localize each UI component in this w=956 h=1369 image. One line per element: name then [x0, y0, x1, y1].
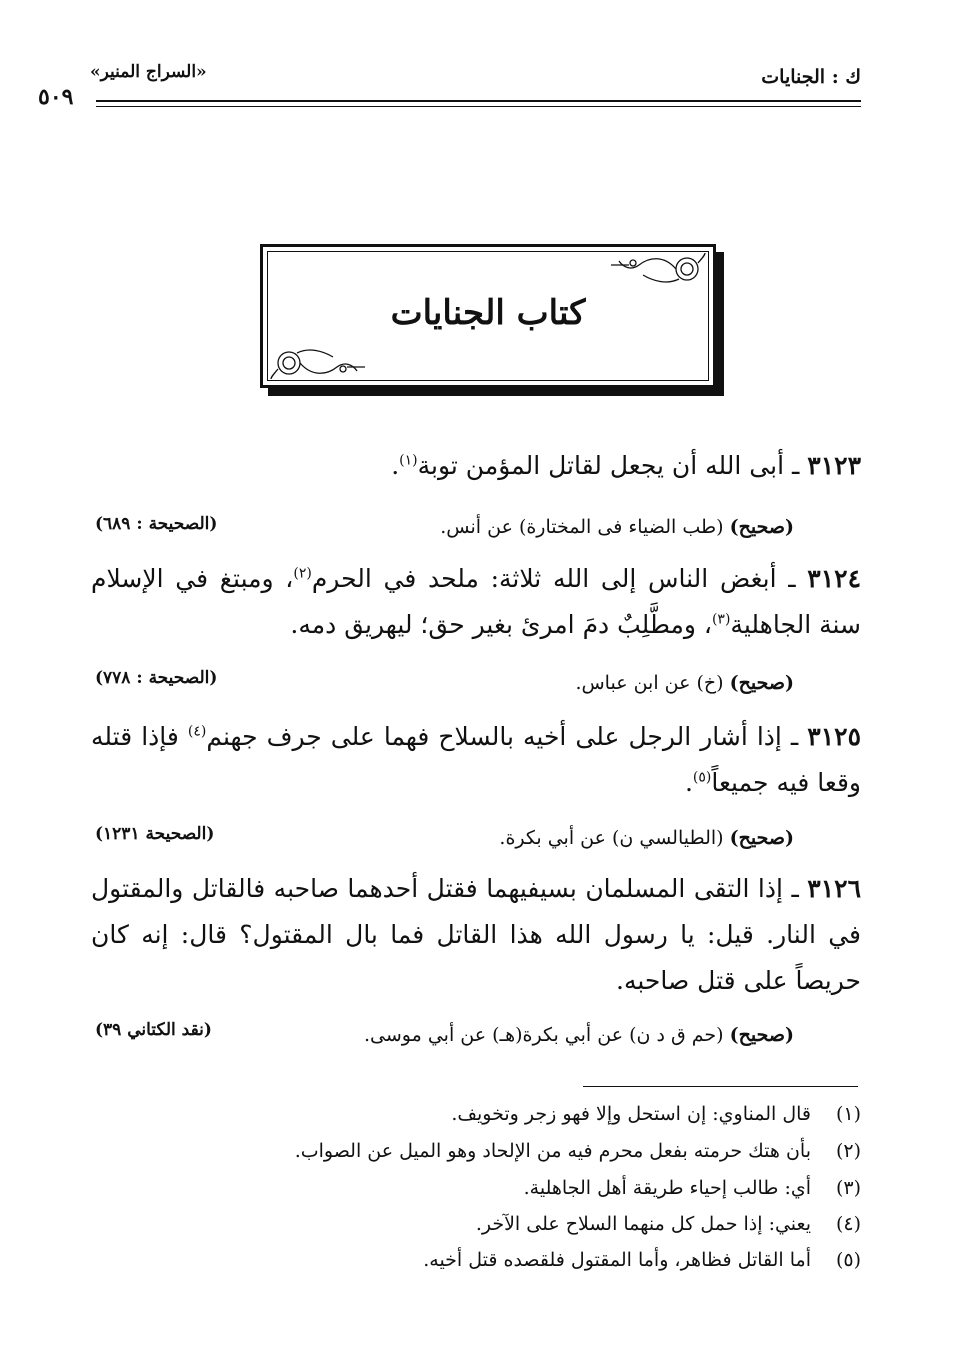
hadith-text: حريصاً على قتل صاحبه. — [616, 966, 861, 995]
hadith-3126 — [91, 866, 861, 1004]
hadith-text: فإذا قتله — [91, 722, 188, 751]
hadith-3123-source — [440, 516, 794, 538]
footnote-separator — [583, 1086, 858, 1087]
hadith-3125-source — [499, 827, 794, 849]
hadith-3124 — [91, 556, 861, 648]
hadith-line — [91, 556, 861, 602]
hadith-text-tail: . — [391, 451, 400, 480]
page-number: ٥٠٩ — [38, 84, 74, 110]
hadith-line — [91, 958, 861, 1004]
hadith-number: ٣١٢٤ — [807, 564, 861, 593]
footnote-3 — [524, 1177, 861, 1199]
source-text: (الطيالسي ن) عن أبي بكرة. — [499, 827, 730, 849]
hadith-text: سنة الجاهلية — [730, 610, 861, 639]
footnote-1 — [451, 1103, 861, 1125]
footnote-text: أما القاتل فظاهر، وأما المقتول فلقصده قتل أخيه. — [423, 1249, 811, 1271]
footnote-number: (٣) — [835, 1177, 861, 1199]
hadith-text: . — [684, 768, 693, 797]
hadith-text: إذا التقى المسلمان بسيفيهما فقتل أحدهما صاحبه فالقاتل والمقتول — [91, 874, 783, 903]
hadith-3123 — [91, 443, 861, 489]
hadith-3123-reference: (الصحيحة : ٦٨٩) — [95, 514, 218, 534]
footnote-marker: (٢) — [293, 565, 312, 582]
header-rule-thin — [96, 106, 861, 107]
grade: (صحيح) — [729, 1024, 794, 1046]
dash: ـ — [784, 451, 800, 480]
hadith-text: في النار. قيل: يا رسول الله هذا القاتل فما بال المقتول؟ قال: إنه كان — [91, 920, 861, 949]
hadith-text: أبغض الناس إلى الله ثلاثة: ملحد في الحرم — [311, 564, 777, 593]
footnote-marker: (٥) — [692, 769, 712, 786]
chapter-title: كتاب الجنايات — [390, 293, 586, 333]
running-header-book: «السراج المنير» — [90, 62, 207, 82]
top-right-ornament-icon — [609, 251, 709, 291]
footnote-number: (٤) — [835, 1213, 861, 1235]
hadith-number: ٣١٢٦ — [807, 874, 861, 903]
hadith-3125 — [91, 714, 861, 806]
footnote-number: (٥) — [835, 1249, 861, 1271]
hadith-text: ، ومطَّلِبٌ دمَ امرئ بغير حق؛ ليهريق دمه. — [290, 610, 712, 639]
hadith-3124-source — [575, 672, 794, 694]
hadith-line — [91, 912, 861, 958]
dash: ـ — [782, 874, 799, 903]
source-text: (خ) عن ابن عباس. — [575, 672, 730, 694]
footnote-marker: (١) — [399, 452, 418, 469]
hadith-number: ٣١٢٣ — [807, 451, 861, 480]
footnote-number: (٢) — [835, 1140, 861, 1162]
grade: (صحيح) — [729, 827, 794, 849]
running-header-chapter: ك : الجنايات — [761, 66, 861, 88]
hadith-3126-source — [364, 1024, 794, 1046]
hadith-text: أبى الله أن يجعل لقاتل المؤمن توبة — [417, 451, 785, 480]
hadith-line — [91, 760, 861, 806]
grade: (صحيح) — [729, 672, 794, 694]
hadith-line — [91, 602, 861, 648]
dash: ـ — [781, 722, 799, 751]
hadith-text: إذا أشار الرجل على أخيه بالسلاح فهما على جرف جهنم — [206, 722, 782, 751]
footnote-2 — [295, 1140, 861, 1162]
hadith-text: وقعا فيه جميعاً — [711, 768, 861, 797]
footnote-marker: (٣) — [711, 611, 731, 628]
hadith-line — [91, 866, 861, 912]
grade: (صحيح) — [729, 516, 794, 538]
footnote-marker: (٤) — [187, 723, 207, 740]
footnote-text: يعني: إذا حمل كل منهما السلاح على الآخر. — [475, 1213, 811, 1235]
hadith-line — [91, 714, 861, 760]
footnote-4 — [476, 1213, 861, 1235]
hadith-3126-reference: (نقد الكتاني ٣٩) — [95, 1020, 212, 1040]
footnote-number: (١) — [835, 1103, 861, 1125]
chapter-title-box — [260, 244, 716, 388]
hadith-3124-reference: (الصحيحة : ٧٧٨) — [95, 668, 218, 688]
footnote-text: أي: طالب إحياء طريقة أهل الجاهلية. — [523, 1177, 811, 1199]
footnote-5 — [423, 1249, 861, 1271]
dash: ـ — [776, 564, 796, 593]
footnote-text: قال المناوي: إن استحل وإلا فهو زجر وتخويف. — [451, 1103, 811, 1125]
hadith-3125-reference: (الصحيحة ١٢٣١) — [95, 824, 215, 844]
footnote-text: بأن هتك حرمته بفعل محرم فيه من الإلحاد وهو الميل عن الصواب. — [294, 1140, 811, 1162]
bottom-left-ornament-icon — [267, 341, 367, 381]
hadith-number: ٣١٢٥ — [807, 722, 862, 751]
hadith-text: ، ومبتغ في الإسلام — [91, 564, 294, 593]
source-text: (طب الضياء فى المختارة) عن أنس. — [440, 516, 730, 538]
header-rule — [96, 100, 861, 102]
source-text: (حم ق د ن) عن أبي بكرة(هـ) عن أبي موسى. — [364, 1024, 730, 1046]
